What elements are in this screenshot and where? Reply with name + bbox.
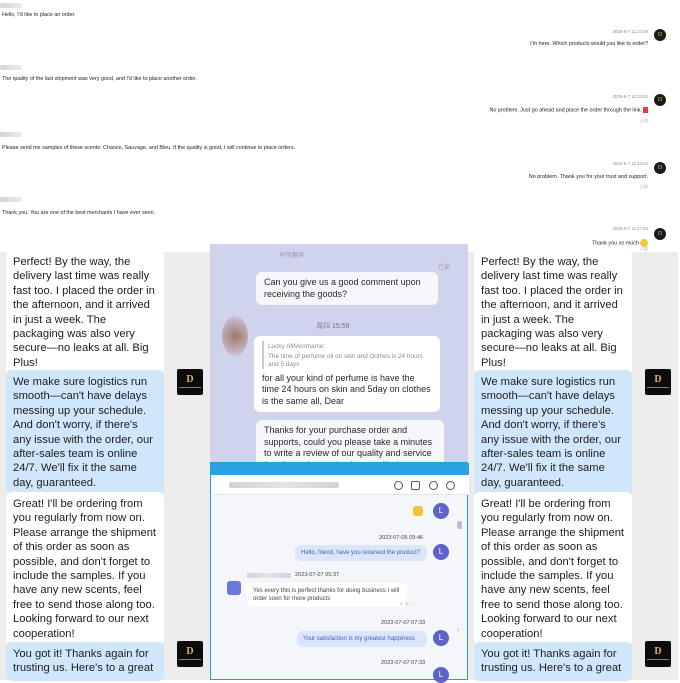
read-receipt: 已读 <box>640 184 648 189</box>
brand-logo-avatar[interactable]: D <box>645 641 671 667</box>
review-request-screenshot <box>210 244 468 464</box>
customer-avatar[interactable] <box>227 581 241 595</box>
quoted-text: The time of perfume oil on skin and clothes is 24 hours and 5 days <box>268 352 423 368</box>
chat-bubble-merchant: Your satisfaction is my greatest happiness <box>297 631 427 647</box>
message-meta: 2025-8-7 11:27:53 <box>612 226 648 231</box>
quoted-author: Lucky AMAromame: <box>268 343 326 350</box>
settings-icon[interactable] <box>429 481 438 490</box>
sticker-icon <box>413 506 423 516</box>
message-timestamp: 2023-07-07 05:37 <box>295 572 340 578</box>
customer-avatar-blurred <box>222 316 248 356</box>
read-receipt: 已读 <box>640 246 648 251</box>
window-title-bar <box>211 463 469 475</box>
user-icon[interactable] <box>394 481 403 490</box>
merchant-avatar[interactable]: D <box>654 162 666 174</box>
quoted-reply-bubble <box>254 336 440 412</box>
message-meta: 2025-8-7 11:23:42 <box>612 94 648 99</box>
user-avatar[interactable]: L <box>433 630 449 646</box>
chat-bubble-merchant: We make sure logistics run smooth—can't have delays messing up your schedule. And don't worry, if there's any issue with the order, our after-sales team is online 24/7. We'll fix it the same day, guaranteed. <box>6 370 164 495</box>
message-timestamp: 2023-07-05 09:46 <box>379 535 424 541</box>
feedback-chat-screenshot <box>210 462 468 680</box>
chat-bubble-merchant: Can you give us a good comment upon receiving the goods? <box>256 272 438 305</box>
chat-bubble-customer: Perfect! By the way, the delivery last time was really fast too. I placed the order in the afternoon, and it arrived in just a week. The packaging was also very secure—no leaks at all. Big Plus! <box>474 250 632 375</box>
top-chat-panel <box>0 0 680 250</box>
customer-name-blurred <box>247 573 291 578</box>
add-contact-icon[interactable] <box>411 481 420 490</box>
brand-logo-avatar[interactable]: D <box>177 641 203 667</box>
chat-message-merchant: Thank you so much <box>592 239 648 247</box>
read-receipt: 已读 <box>438 265 451 271</box>
translate-tag: 阿里翻译 <box>280 253 305 259</box>
chat-bubble-merchant: We make sure logistics run smooth—can't have delays messing up your schedule. And don't worry, if there's any issue with the order, our after-sales team is online 24/7. We'll fix it the same day, guaranteed. <box>474 370 632 495</box>
chat-bubble-merchant: You got it! Thanks again for trusting us. Here's to a great <box>474 642 632 681</box>
chat-bubble-merchant: Thanks for your purchase order and supports, could you please take a minutes to write a review of our quality and service <box>256 420 444 488</box>
reply-text: for all your kind of perfume is have the time 24 hours on skin and 5day on clothes is the same all, Dear <box>262 372 431 406</box>
chat-message-merchant: I'm here. Which products would you like to order? <box>530 41 648 47</box>
chat-bubble-customer: Yes every this is perfect thanks for doing business I will order soon for more products <box>247 583 407 607</box>
chat-message-merchant: No problem. Thank you for your trust and support. <box>528 174 648 180</box>
chat-bubble-customer: Great! I'll be ordering from you regularly from now on. Please arrange the shipment of this order as soon as possible, and don't forget to include the samples. If you have any new scents, feel free to send those along too. Looking forward to our next cooperation! <box>474 492 632 646</box>
customer-avatar-blurred <box>0 197 22 202</box>
chat-header <box>211 475 469 495</box>
chat-message-customer: Thank you. You are one of the best merchants I have ever seen. <box>2 210 156 216</box>
message-meta: 2025-8-7 11:23:49 <box>612 29 648 34</box>
phone-icon[interactable] <box>446 481 455 490</box>
merchant-avatar[interactable]: D <box>654 94 666 106</box>
chat-bubble-customer: Great! I'll be ordering from you regularly from now on. Please arrange the shipment of this order as soon as possible, and don't forget to include the samples. If you have any new scents, feel free to send those along too. Looking forward to our next cooperation! <box>6 492 164 646</box>
chat-message-customer: Please send me samples of these scents: Chance, Sauvage, and Bleu. If the quality is good, I will continue to place orders. <box>2 145 296 151</box>
message-timestamp: 2023-07-07 07:33 <box>381 620 426 626</box>
user-avatar[interactable]: L <box>433 544 449 560</box>
user-avatar[interactable]: L <box>433 503 449 519</box>
message-timestamp: 2023-07-07 07:33 <box>381 660 426 666</box>
chat-bubble-customer: Perfect! By the way, the delivery last time was really fast too. I placed the order in the afternoon, and it arrived in just a week. The packaging was also very secure—no leaks at all. Big Plus! <box>6 250 164 375</box>
chat-bubble-merchant: You got it! Thanks again for trusting us. Here's to a great <box>6 642 164 681</box>
right-chat-column <box>468 252 678 680</box>
message-meta: 2025-8-7 11:24:24 <box>612 161 648 166</box>
brand-logo-avatar[interactable]: D <box>645 369 671 395</box>
brand-logo-avatar[interactable]: D <box>177 369 203 395</box>
customer-avatar-blurred <box>0 65 22 70</box>
chat-message-merchant: No problem. Just go ahead and place the order through the link. <box>489 107 648 113</box>
message-actions-icon[interactable]: ☺ ↻ ⋯ <box>399 601 415 606</box>
customer-avatar-blurred <box>0 132 22 137</box>
scrollbar-thumb[interactable] <box>457 521 462 529</box>
merchant-avatar[interactable]: D <box>654 29 666 41</box>
user-avatar[interactable]: L <box>433 667 449 683</box>
chat-message-customer: The quality of the last shipment was very good, and I'd like to place another order. <box>2 76 197 82</box>
contact-name-blurred <box>229 482 339 488</box>
left-chat-column <box>0 252 210 680</box>
pin-icon <box>643 107 648 113</box>
merchant-avatar[interactable]: D <box>654 228 666 240</box>
date-separator: 周四 15:56 <box>316 323 350 330</box>
chat-bubble-merchant: Hello, friend, have you received the product? <box>295 545 427 561</box>
chat-message-customer: Hello, I'd like to place an order. <box>2 12 76 18</box>
read-receipt: 已读 <box>640 118 648 123</box>
customer-avatar-blurred <box>0 3 22 8</box>
chevron-right-icon[interactable]: › <box>457 627 460 634</box>
